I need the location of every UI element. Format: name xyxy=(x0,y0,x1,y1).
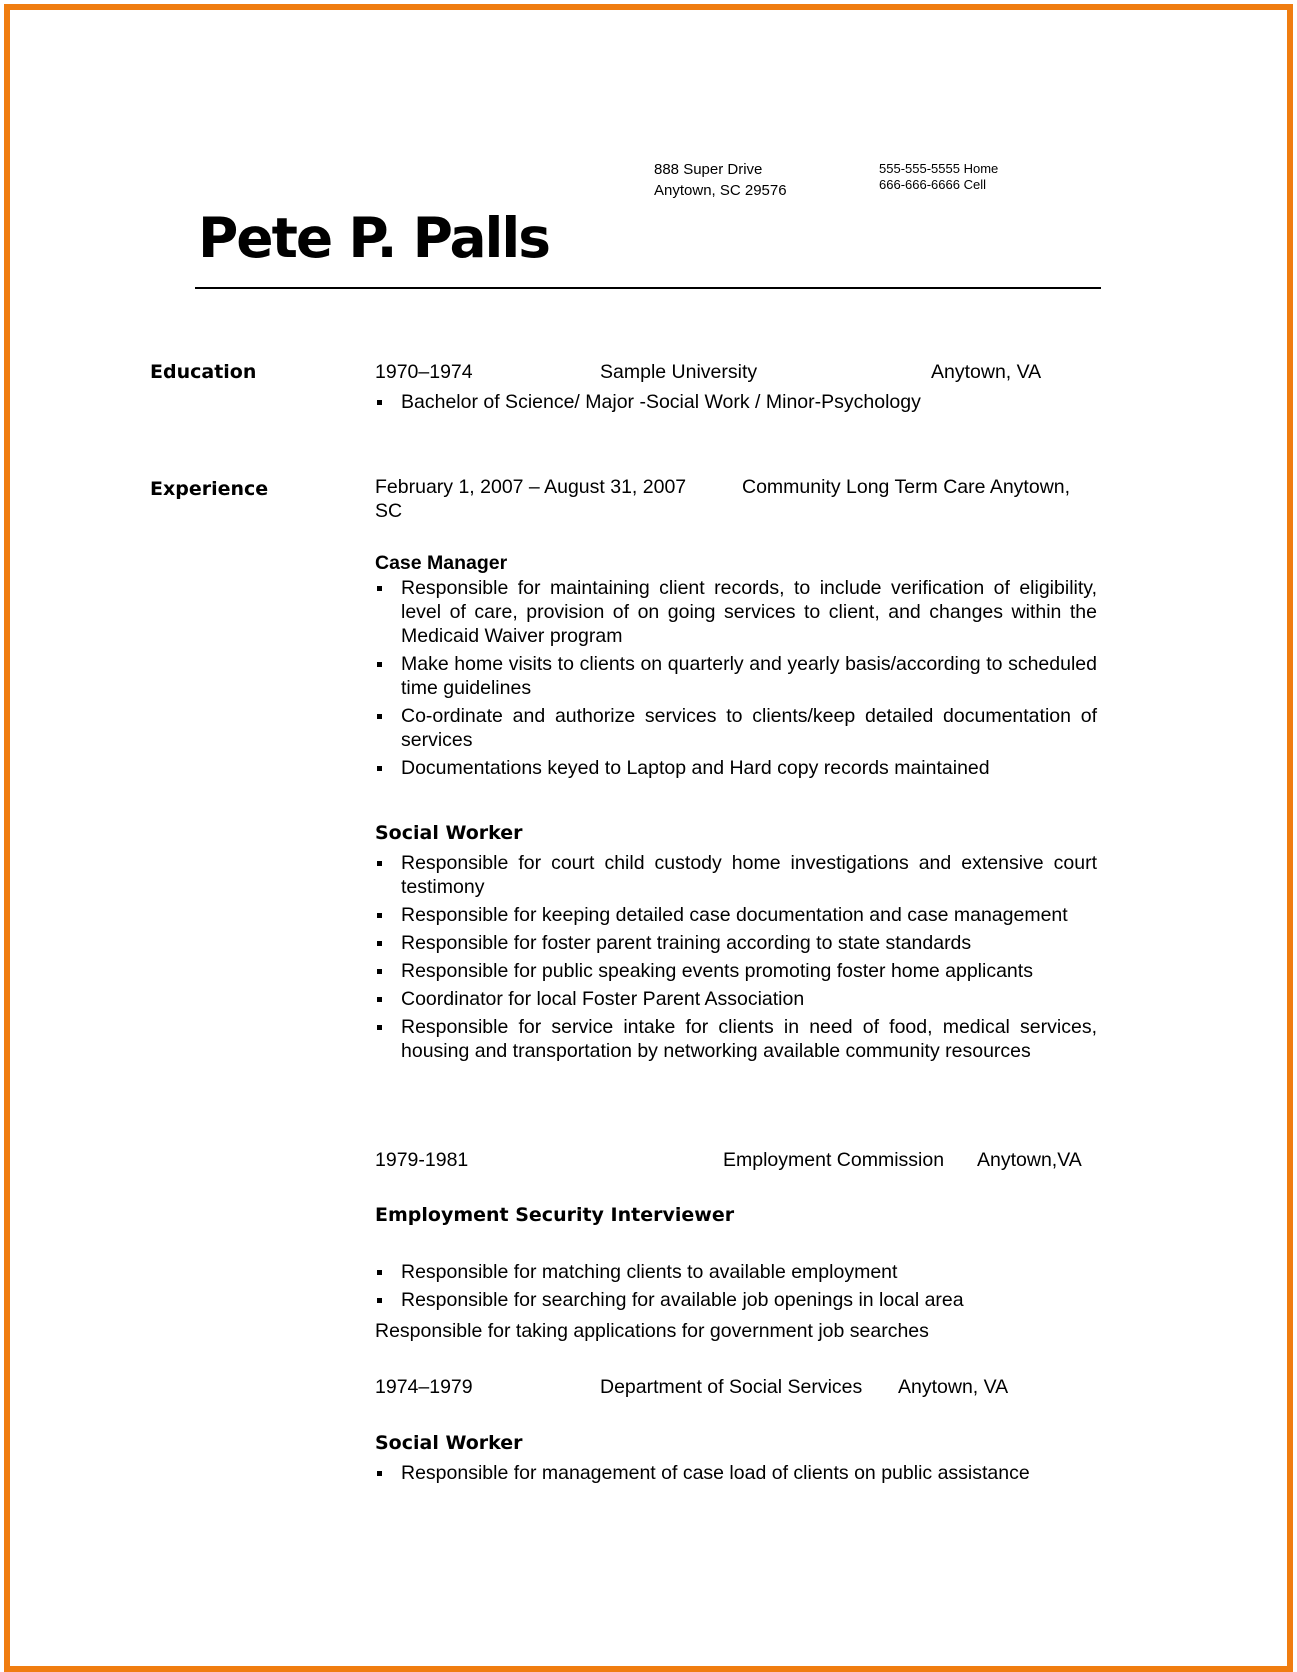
list-item: Responsible for service intake for clients in need of food, medical services, housing and transportation by networking available community resources xyxy=(375,1015,1097,1063)
list-item: Responsible for maintaining client records, to include verification of eligibility, level of care, provision of on going services to client, and changes within the Medicaid Waiver program xyxy=(375,576,1097,648)
education-school: Sample University xyxy=(600,361,758,383)
list-item: Responsible for foster parent training according to state standards xyxy=(375,931,1097,955)
job3-bullets xyxy=(375,1461,1097,1489)
list-item: Co-ordinate and authorize services to clients/keep detailed documentation of services xyxy=(375,704,1097,752)
education-location: Anytown, VA xyxy=(931,361,1042,383)
address-line-1: 888 Super Drive xyxy=(654,161,763,178)
phone-cell: 666-666-6666 Cell xyxy=(879,177,986,192)
job1-role2-title: Social Worker xyxy=(375,822,523,844)
list-item: Responsible for management of case load of clients on public assistance xyxy=(375,1461,1097,1485)
job1-employer-cont: SC xyxy=(375,500,403,522)
education-bullets xyxy=(375,390,1097,418)
education-years: 1970–1974 xyxy=(375,361,473,383)
list-item: Responsible for matching clients to available employment xyxy=(375,1260,1097,1284)
job1-employer: Community Long Term Care Anytown, xyxy=(742,476,1071,498)
job1-dates: February 1, 2007 – August 31, 2007 xyxy=(375,476,687,498)
job1-role1-bullets xyxy=(375,576,1097,784)
list-item: Responsible for keeping detailed case documentation and case management xyxy=(375,903,1097,927)
section-label-experience: Experience xyxy=(150,478,269,500)
phone-home: 555-555-5555 Home xyxy=(879,161,999,176)
job3-title: Social Worker xyxy=(375,1432,523,1454)
list-item: Bachelor of Science/ Major -Social Work / Minor-Psychology xyxy=(375,390,1097,414)
job2-title: Employment Security Interviewer xyxy=(375,1204,735,1226)
job2-employer: Employment Commission xyxy=(723,1149,945,1171)
list-item: Coordinator for local Foster Parent Association xyxy=(375,987,1097,1011)
address-line-2: Anytown, SC 29576 xyxy=(654,182,787,199)
job3-location: Anytown, VA xyxy=(898,1376,1009,1398)
list-item: Responsible for public speaking events promoting foster home applicants xyxy=(375,959,1097,983)
list-item: Documentations keyed to Laptop and Hard copy records maintained xyxy=(375,756,1097,780)
list-item: Responsible for searching for available job openings in local area xyxy=(375,1288,1097,1312)
job2-dates: 1979-1981 xyxy=(375,1149,469,1171)
job2-location: Anytown,VA xyxy=(977,1149,1082,1171)
job2-bullets xyxy=(375,1260,1097,1316)
list-item: Responsible for court child custody home investigations and extensive court testimony xyxy=(375,851,1097,899)
header-rule xyxy=(195,287,1101,289)
job2-note: Responsible for taking applications for government job searches xyxy=(375,1320,929,1342)
candidate-name: Pete P. Palls xyxy=(198,206,549,270)
job1-role2-bullets xyxy=(375,851,1097,1067)
job3-dates: 1974–1979 xyxy=(375,1376,473,1398)
job1-role1-title: Case Manager xyxy=(375,552,508,574)
list-item: Make home visits to clients on quarterly and yearly basis/according to scheduled time guidelines xyxy=(375,652,1097,700)
section-label-education: Education xyxy=(150,361,257,383)
job3-employer: Department of Social Services xyxy=(600,1376,863,1398)
